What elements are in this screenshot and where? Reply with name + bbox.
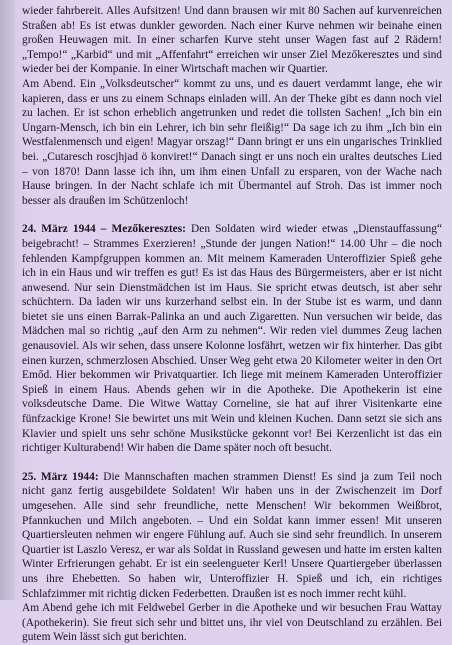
entry-text: Die Mannschaften machen strammen Dienst! Es sind ja zum Teil noch nicht ganz fertig ausgebildete Soldaten! Wir haben uns in der Zwischenzeit im Dorf umgesehen. Alle sind sehr freundliche, nette Menschen! Wir bekommen Weißbrot, Pfannkuchen und Milch angeboten. – Und ein Soldat kann immer essen! Mit unseren Quartiersleuten nehmen wir engere Fühlung auf. Auch sie sind sehr freundlich. In unserem Quartier ist Laszlo Veresz, er war als Soldat in Russland gewesen und hatte im ersten kalten Winter Erfrierungen gehabt. Er ist ein seelengueter Kerl! Unsere Quartiergeber überlassen uns ihre Ehebetten. So haben wir, Unteroffizier H. Spieß und ich, ein richtiges Schlafzimmer mit richtig dicken Federbetten. Draußen ist es noch immer recht kühl. [22, 470, 442, 600]
entry-date-heading: 24. März 1944 – Mezőkeresztes: [22, 223, 186, 236]
diary-entry-24-maerz [22, 222, 442, 456]
paragraph-evening [22, 601, 442, 645]
diary-entry-25-maerz [22, 470, 442, 601]
entry-text: Den Soldaten wird wieder etwas „Dienstauffassung“ beigebracht! – Strammes Exerzieren! „Stunde der jungen Nation!“ 14.00 Uhr – die noch fehlenden Kampfgruppen kommen an. Mit meinem Kameraden Unteroffizier Spieß gehe ich in ein Haus und wir treffen es gut! Es ist das Haus des Bürgermeisters, aber er ist nicht anwesend. Nur sein Dienstmädchen ist im Haus. Sie spricht etwas deutsch, ist aber sehr schüchtern. Da laden wir uns kurzerhand selbst ein. In der Stube ist es warm, und dann bietet sie uns einen Barrak-Palinka an und auch Zigaretten. Nun versuchen wir beide, das Mädchen mal so richtig „auf den Arm zu nehmen“. Wir reden viel dummes Zeug lachen genausoviel. Als wir sehen, dass unsere Kolonne losfährt, wetzen wir fix hinterher. Das gibt einen kurzen, schmerzlosen Abschied. Unser Weg geht etwa 20 Kilometer weiter in den Ort Emőd. Hier bekommen wir Privatquartier. Ich liege mit meinem Kameraden Unteroffizier Spieß in einem Haus. Abends gehen wir in die Apotheke. Die Apothekerin ist eine volksdeutsche Dame. Die Witwe Wattay Corneline, sie hat auf ihrer Visitenkarte eine fünfzackige Krone! Sie bewirtet uns mit Wein und kleinen Kuchen. Dann setzt sie sich ans Klavier und spielt uns sehr schöne Musikstücke gekonnt vor! Bei Kerzenlicht ist das ein richtiger Kulturabend! Wir haben die Dame später noch oft besucht. [22, 223, 442, 455]
entry-date-heading: 25. März 1944: [22, 470, 99, 483]
paragraph-1-text: wieder fahrbereit. Alles Aufsitzen! Und dann brausen wir mit 80 Sachen auf kurvenreichen Straßen ab! Es ist etwas dunkler geworden. Nach einer Kurve nehmen wir beinahe einen großen Heuwagen mit. In einer scharfen Kurve steht unser Wagen fast auf 2 Rädern! „Tempo!“ „Karbid“ und mit „Affenfahrt“ erreichen wir unser Ziel Mezőkeresztes und sind wieder bei der Kompanie. In einer Wirtschaft machen wir Quartier. [22, 5, 442, 76]
paragraph-gap [22, 208, 442, 222]
paragraph-2-text: Am Abend. Ein „Volksdeutscher“ kommt zu uns, und es dauert verdammt lange, ehe wir kapieren, dass er uns zu einem Schnaps einladen will. An der Theke gibt es dann noch viel zu lachen. Er ist schon erheblich angetrunken und redet die tollsten Sachen! „Ich bin ein Ungarn-Mensch, ich bin ein Lehrer, ich bin sehr fleißig!“ Da sage ich zu ihm „Ich bin ein Westfalenmensch und eigen! Magyar orszag!“ Dann bringt er uns ein ungarisches Trinklied bei. „Cutaresch roscjhjad ö konviret!“ Danach singt er uns noch ein uraltes deutsches Lied – von 1870! Dann lasse ich ihn, um ihm einen Unfall zu ersparen, von der Wache nach Hause bringen. In der Nacht schlafe ich mit Übermantel auf Stroh. Das ist immer noch besser als draußen im Schützenloch! [22, 77, 442, 207]
book-gutter [0, 0, 14, 600]
paragraph-evening-text: Am Abend gehe ich mit Feldwebel Gerber in die Apotheke und wir besuchen Frau Wattay (Apothekerin). Sie freut sich sehr und bittet uns, ihr viel von Deutschland zu erzählen. Bei gutem Wein lässt sich gut berichten. [22, 602, 442, 644]
paragraph-2 [22, 77, 442, 208]
paragraph-gap [22, 456, 442, 470]
paragraph-1 [22, 4, 442, 77]
